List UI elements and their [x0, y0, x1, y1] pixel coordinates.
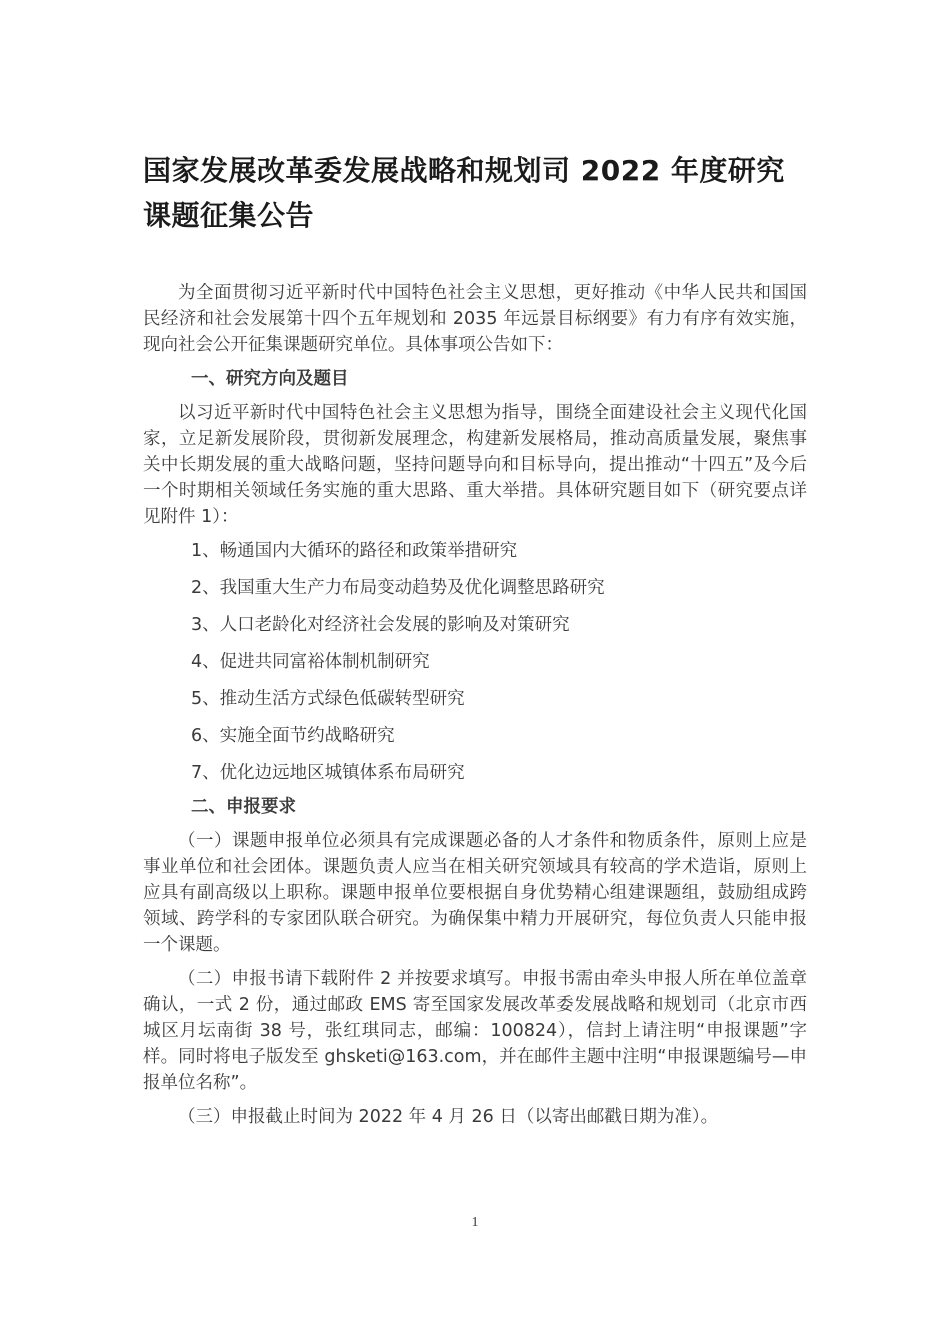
page-number: 1 [471, 1215, 479, 1230]
section-heading-requirements: 二、申报要求 [191, 797, 296, 817]
list-item: 6、实施全面节约战略研究 [191, 726, 395, 746]
list-item: 3、人口老龄化对经济社会发展的影响及对策研究 [191, 615, 570, 635]
requirement-paragraph-2: （二）申报书请下载附件 2 并按要求填写。申报书需由牵头申报人所在单位盖章确认，一式 2 份，通过邮政 EMS 寄至国家发展改革委发展战略和规划司（北京市西城区月坛南街 38 号，张红琪同志，邮编：100824），信封上请注明“申报课题”字样。同时将电子版发至 ghsketi@163.com，并在邮件主题中注明“申报课题编号—申报单位名称”。 [143, 969, 807, 1093]
requirement-paragraph-1: （一）课题申报单位必须具有完成课题必备的人才条件和物质条件，原则上应是事业单位和社会团体。课题负责人应当在相关研究领域具有较高的学术造诣，原则上应具有副高级以上职称。课题申报单位要根据自身优势精心组建课题组，鼓励组成跨领域、跨学科的专家团队联合研究。为确保集中精力开展研究，每位负责人只能申报一个课题。 [143, 831, 807, 955]
requirement-paragraph-3: （三）申报截止时间为 2022 年 4 月 26 日（以寄出邮戳日期为准）。 [178, 1107, 719, 1127]
list-item: 5、推动生活方式绿色低碳转型研究 [191, 689, 465, 709]
list-item: 2、我国重大生产力布局变动趋势及优化调整思路研究 [191, 578, 605, 598]
document-title: 国家发展改革委发展战略和规划司 2022 年度研究课题征集公告 [143, 154, 785, 232]
document-page [143, 148, 807, 1138]
intro-paragraph: 为全面贯彻习近平新时代中国特色社会主义思想，更好推动《中华人民共和国国民经济和社会发展第十四个五年规划和 2035 年远景目标纲要》有力有序有效实施，现向社会公开征集课题研究单位。具体事项公告如下： [143, 283, 807, 355]
research-topic-list [143, 538, 807, 786]
research-direction-paragraph: 以习近平新时代中国特色社会主义思想为指导，围绕全面建设社会主义现代化国家，立足新发展阶段，贯彻新发展理念，构建新发展格局，推动高质量发展，聚焦事关中长期发展的重大战略问题，坚持问题导向和目标导向，提出推动“十四五”及今后一个时期相关领域任务实施的重大思路、重大举措。具体研究题目如下（研究要点详见附件 1）： [143, 403, 807, 527]
section-heading-research: 一、研究方向及题目 [191, 369, 349, 389]
list-item: 7、优化边远地区城镇体系布局研究 [191, 763, 465, 783]
list-item: 1、畅通国内大循环的路径和政策举措研究 [191, 541, 518, 561]
list-item: 4、促进共同富裕体制机制研究 [191, 652, 430, 672]
